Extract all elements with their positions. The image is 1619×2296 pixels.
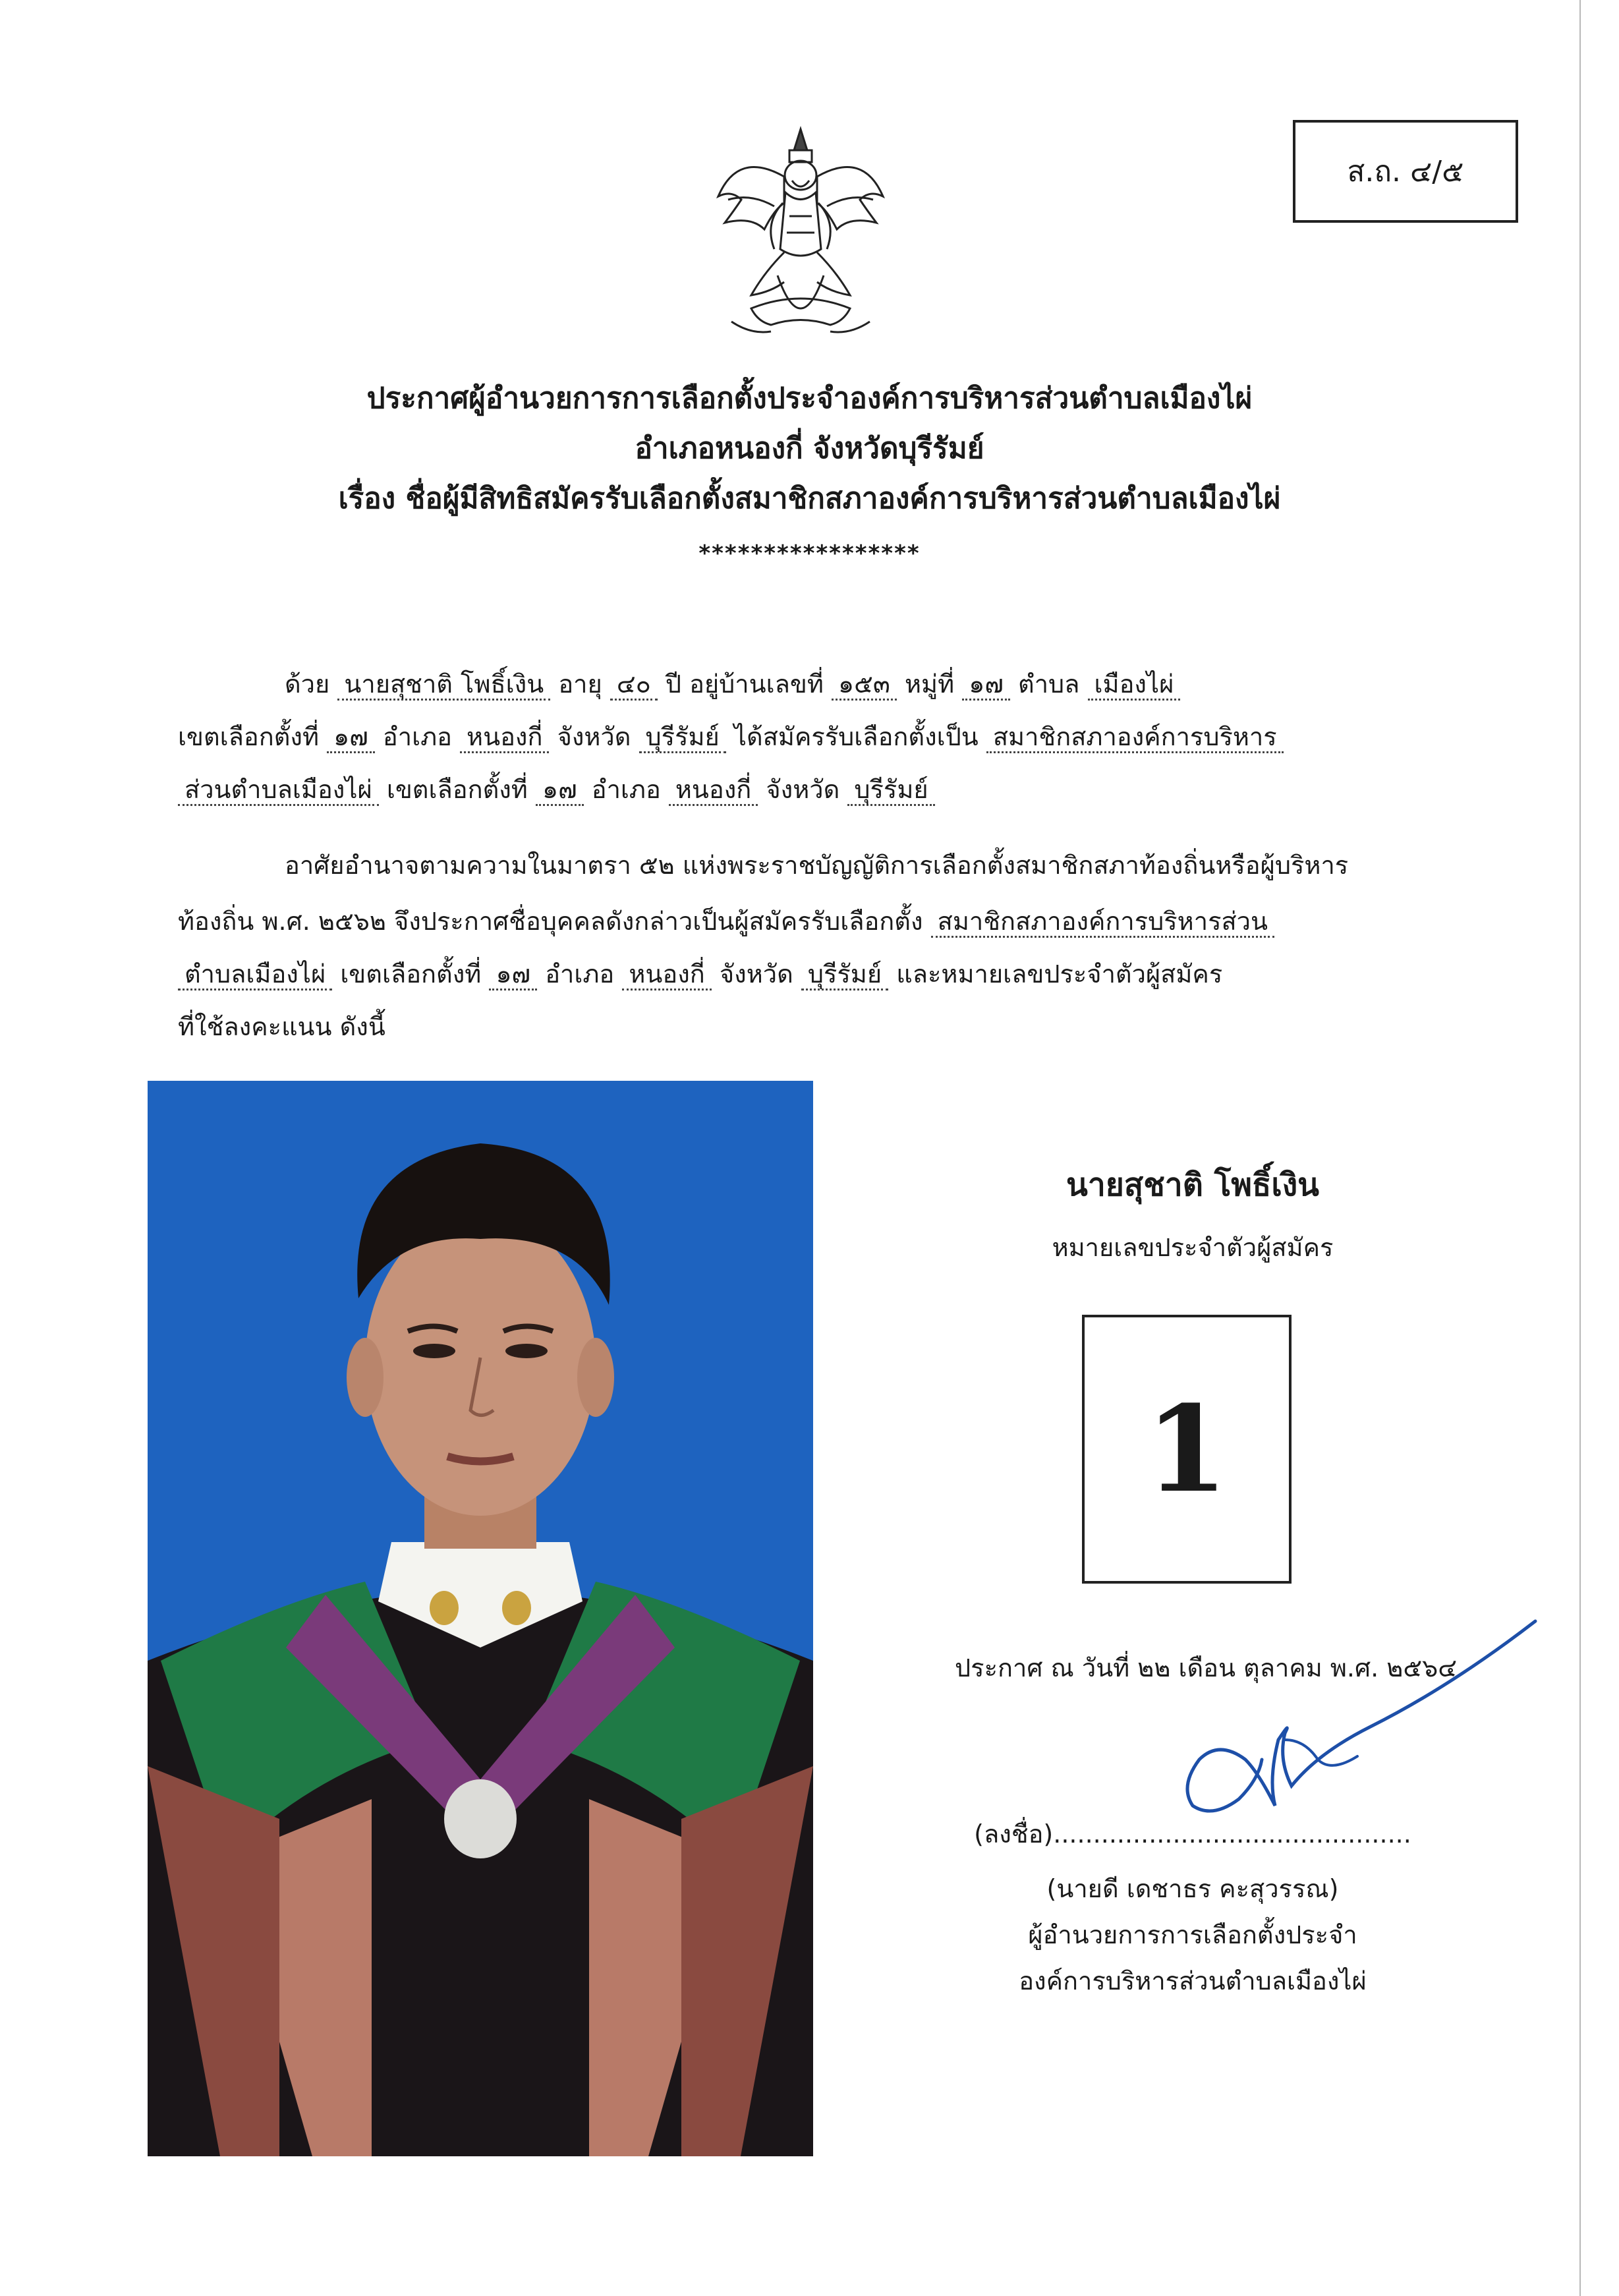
- text: จังหวัด: [557, 722, 631, 751]
- text: ท้องถิ่น พ.ศ. ๒๕๖๒ จึงประกาศชื่อบุคคลดังกล่าวเป็นผู้สมัครรับเลือกตั้ง: [178, 907, 923, 936]
- text: และหมายเลขประจำตัวผู้สมัคร: [896, 960, 1223, 989]
- zone-field: ๑๗: [327, 722, 375, 753]
- text: อำเภอ: [591, 775, 661, 804]
- signer-title-line2: องค์การบริหารส่วนตำบลเมืองไผ่: [1019, 1966, 1367, 1995]
- text: เขตเลือกตั้งที่: [178, 722, 320, 751]
- candidate-number-label: หมายเลขประจำตัวผู้สมัคร: [1052, 1233, 1334, 1262]
- paragraph2-line1: อาศัยอำนาจตามความในมาตรา ๕๒ แห่งพระราชบัญญัติการเลือกตั้งสมาชิกสภาท้องถิ่นหรือผู้บริหาร: [285, 851, 1349, 880]
- candidate-number: 1: [1145, 1379, 1228, 1519]
- candidate-name: นายสุชาติ โพธิ์เงิน: [1066, 1166, 1319, 1203]
- position-field-cont: ส่วนตำบลเมืองไผ่: [178, 775, 379, 806]
- province-field: บุรีรัมย์: [639, 722, 726, 753]
- form-code-box: [1293, 120, 1518, 223]
- text: อายุ: [558, 670, 602, 699]
- signer-name: (นายดี เดชาธร คะสุวรรณ): [1046, 1874, 1339, 1903]
- amphoe-field: หนองกี่: [669, 775, 758, 806]
- province-field: บุรีรัมย์: [847, 775, 934, 806]
- moo-field: ๑๗: [962, 670, 1010, 701]
- candidate-portrait-illustration: [148, 1081, 813, 2156]
- text: อำเภอ: [545, 960, 615, 989]
- text: ตำบล: [1018, 670, 1080, 699]
- text: จังหวัด: [719, 960, 793, 989]
- age-field: ๔๐: [610, 670, 658, 701]
- form-code: ส.ถ. ๔/๕: [1347, 155, 1464, 188]
- header-separator: *****************: [698, 540, 921, 567]
- announcement-title-line2: อำเภอหนองกี่ จังหวัดบุรีรัมย์: [635, 432, 984, 465]
- announcement-title-line1: ประกาศผู้อำนวยการการเลือกตั้งประจำองค์การบริหารส่วนตำบลเมืองไผ่: [366, 382, 1253, 415]
- position-field-cont: ตำบลเมืองไผ่: [178, 960, 332, 990]
- text: เขตเลือกตั้งที่: [386, 775, 528, 804]
- paragraph1-line1: [285, 666, 1589, 703]
- position-field: สมาชิกสภาองค์การบริหาร: [986, 722, 1284, 753]
- amphoe-field: หนองกี่: [622, 960, 711, 990]
- paragraph2-line3: [178, 956, 1483, 992]
- zone-field: ๑๗: [489, 960, 537, 990]
- garuda-emblem-icon: [712, 124, 890, 348]
- text: จังหวัด: [766, 775, 840, 804]
- province-field: บุรีรัมย์: [801, 960, 888, 990]
- paragraph1-line3: [178, 771, 1483, 808]
- position-field: สมาชิกสภาองค์การบริหารส่วน: [931, 907, 1274, 938]
- announcement-date: ประกาศ ณ วันที่ ๒๒ เดือน ตุลาคม พ.ศ. ๒๕๖๔: [955, 1653, 1457, 1682]
- tambon-field: เมืองไผ่: [1088, 670, 1181, 701]
- signer-title-line1: ผู้อำนวยการการเลือกตั้งประจำ: [1028, 1920, 1357, 1949]
- signature-line: (ลงชื่อ).............................................: [974, 1820, 1411, 1849]
- house-number-field: ๑๕๓: [832, 670, 897, 701]
- amphoe-field: หนองกี่: [460, 722, 549, 753]
- candidate-name-field: นายสุชาติ โพธิ์เงิน: [337, 670, 550, 701]
- paragraph2-line2: [178, 903, 1483, 940]
- paragraph2-line4: ที่ใช้ลงคะแนน ดังนี้: [178, 1012, 385, 1041]
- text: ปี อยู่บ้านเลขที่: [665, 670, 824, 699]
- announcement-subject: เรื่อง ชื่อผู้มีสิทธิสมัครรับเลือกตั้งสมาชิกสภาองค์การบริหารส่วนตำบลเมืองไผ่: [338, 482, 1281, 515]
- candidate-number-box: [1082, 1315, 1292, 1584]
- text: เขตเลือกตั้งที่: [340, 960, 482, 989]
- text: ด้วย: [285, 670, 330, 699]
- text: ได้สมัครรับเลือกตั้งเป็น: [733, 722, 979, 751]
- page-edge: [1579, 0, 1581, 2296]
- candidate-photo: [148, 1081, 813, 2156]
- text: หมู่ที่: [904, 670, 955, 699]
- paragraph1-line2: [178, 718, 1483, 755]
- zone-field: ๑๗: [536, 775, 584, 806]
- text: อำเภอ: [382, 722, 452, 751]
